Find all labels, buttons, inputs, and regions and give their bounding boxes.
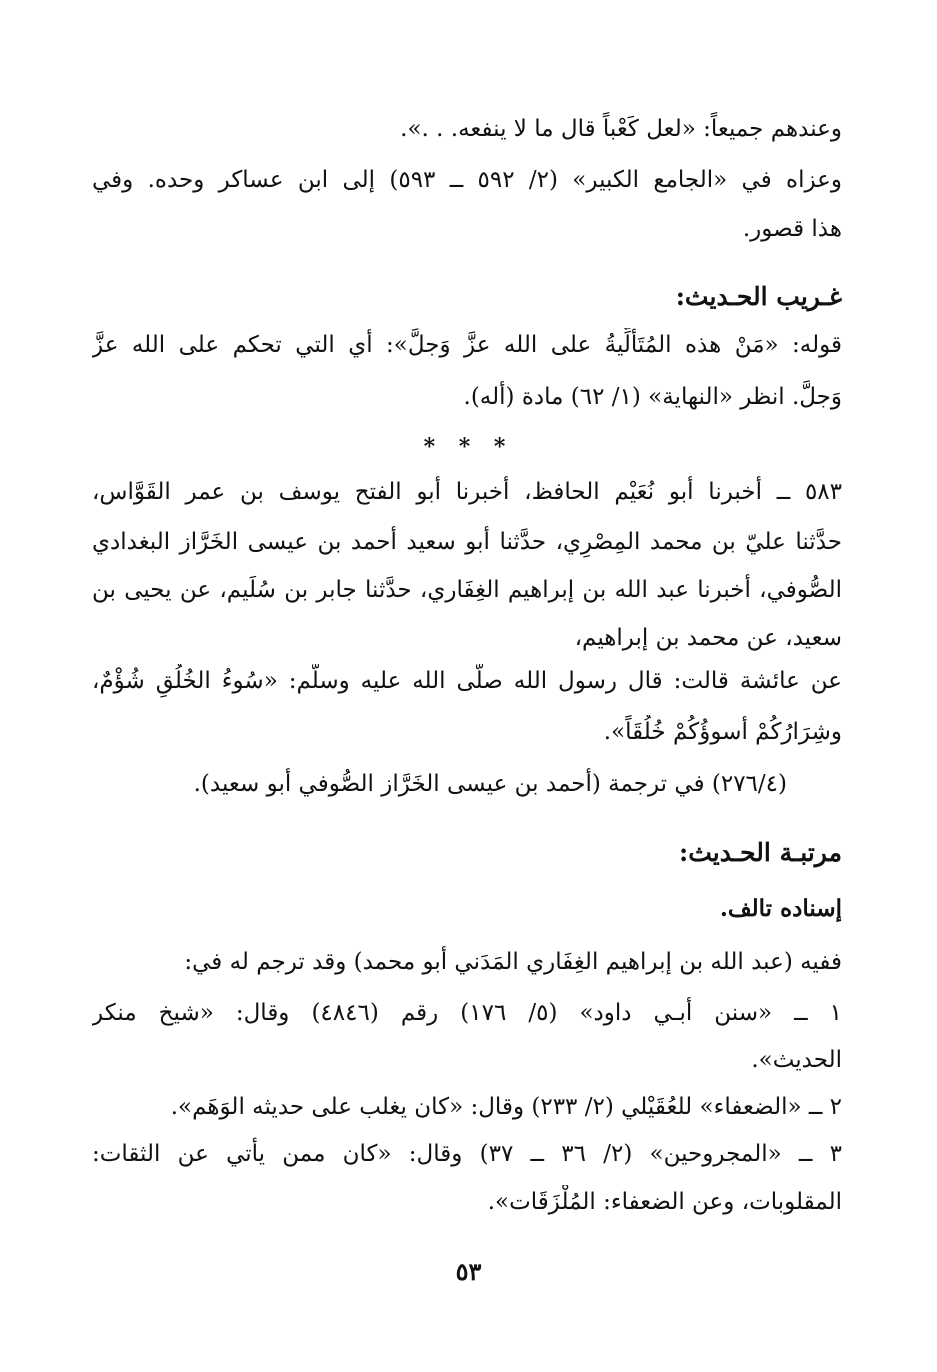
reference-item: ٣ ــ «المجروحين» (٢/ ٣٦ ــ ٣٧) وقال: «كان ممن يأتي عن الثقات: — [92, 1141, 842, 1167]
page-number: ٥٣ — [455, 1257, 482, 1286]
section-heading: غـريب الحـديث: — [675, 282, 842, 311]
hadith-text-line: وشِرَارُكُمْ أسوؤُكُمْ خُلُقَاً». — [603, 719, 842, 745]
text-line: الحديث». — [751, 1047, 842, 1073]
text-line: وعزاه في «الجامع الكبير» (٢/ ٥٩٢ ــ ٥٩٣) إلى ابن عساكر وحده. وفي — [92, 167, 842, 193]
grading-line: إسناده تالف. — [719, 895, 842, 922]
text-line: المقلوبات، وعن الضعفاء: المُلْزَقَات». — [487, 1189, 842, 1215]
text-line: سعيد، عن محمد بن إبراهيم، — [574, 625, 842, 651]
section-heading: مرتبـة الحـديث: — [678, 838, 842, 867]
source-reference: (٢٧٦/٤) في ترجمة (أحمد بن عيسى الخَرَّاز الصُّوفي أبو سعيد). — [193, 771, 787, 797]
hadith-number-line: ٥٨٣ ــ أخبرنا أبو نُعَيْم الحافظ، أخبرنا أبو الفتح يوسف بن عمر القَوَّاس، — [92, 479, 842, 505]
hadith-text-line: عن عائشة قالت: قال رسول الله صلَّى الله عليه وسلَّم: «سُوءُ الخُلُقِ شُؤْمٌ، — [92, 668, 842, 694]
text-line: حدَّثنا عليّ بن محمد المِصْرِي، حدَّثنا أبو سعيد أحمد بن عيسى الخَرَّاز البغدادي — [92, 529, 842, 555]
text-line: وَجلَّ. انظر «النهاية» (١/ ٦٢) مادة (أله). — [463, 384, 842, 410]
reference-item: ١ ــ «سنن أبـي داود» (٥/ ١٧٦) رقم (٤٨٤٦) وقال: «شيخ منكر — [92, 1000, 842, 1026]
text-line: الصُّوفي، أخبرنا عبد الله بن إبراهيم الغِفَاري، حدَّثنا جابر بن سُلَيم، عن يحيى بن — [92, 577, 842, 603]
text-line: قوله: «مَنْ هذه المُتَألِّيةُ على الله عزَّ وَجلَّ»: أي التي تحكم على الله عزَّ — [92, 332, 842, 358]
text-line: ففيه (عبد الله بن إبراهيم الغِفَاري المَدَني أبو محمد) وقد ترجم له في: — [184, 949, 842, 975]
text-line: وعندهم جميعاً: «لعل كَعْباً قال ما لا ينفعه. . .». — [400, 116, 842, 142]
reference-item: ٢ ــ «الضعفاء» للعُقَيْلي (٢/ ٢٣٣) وقال: «كان يغلب على حديثه الوَهَم». — [170, 1094, 842, 1120]
section-divider: * * * — [423, 434, 514, 460]
text-line: هذا قصور. — [742, 216, 842, 242]
